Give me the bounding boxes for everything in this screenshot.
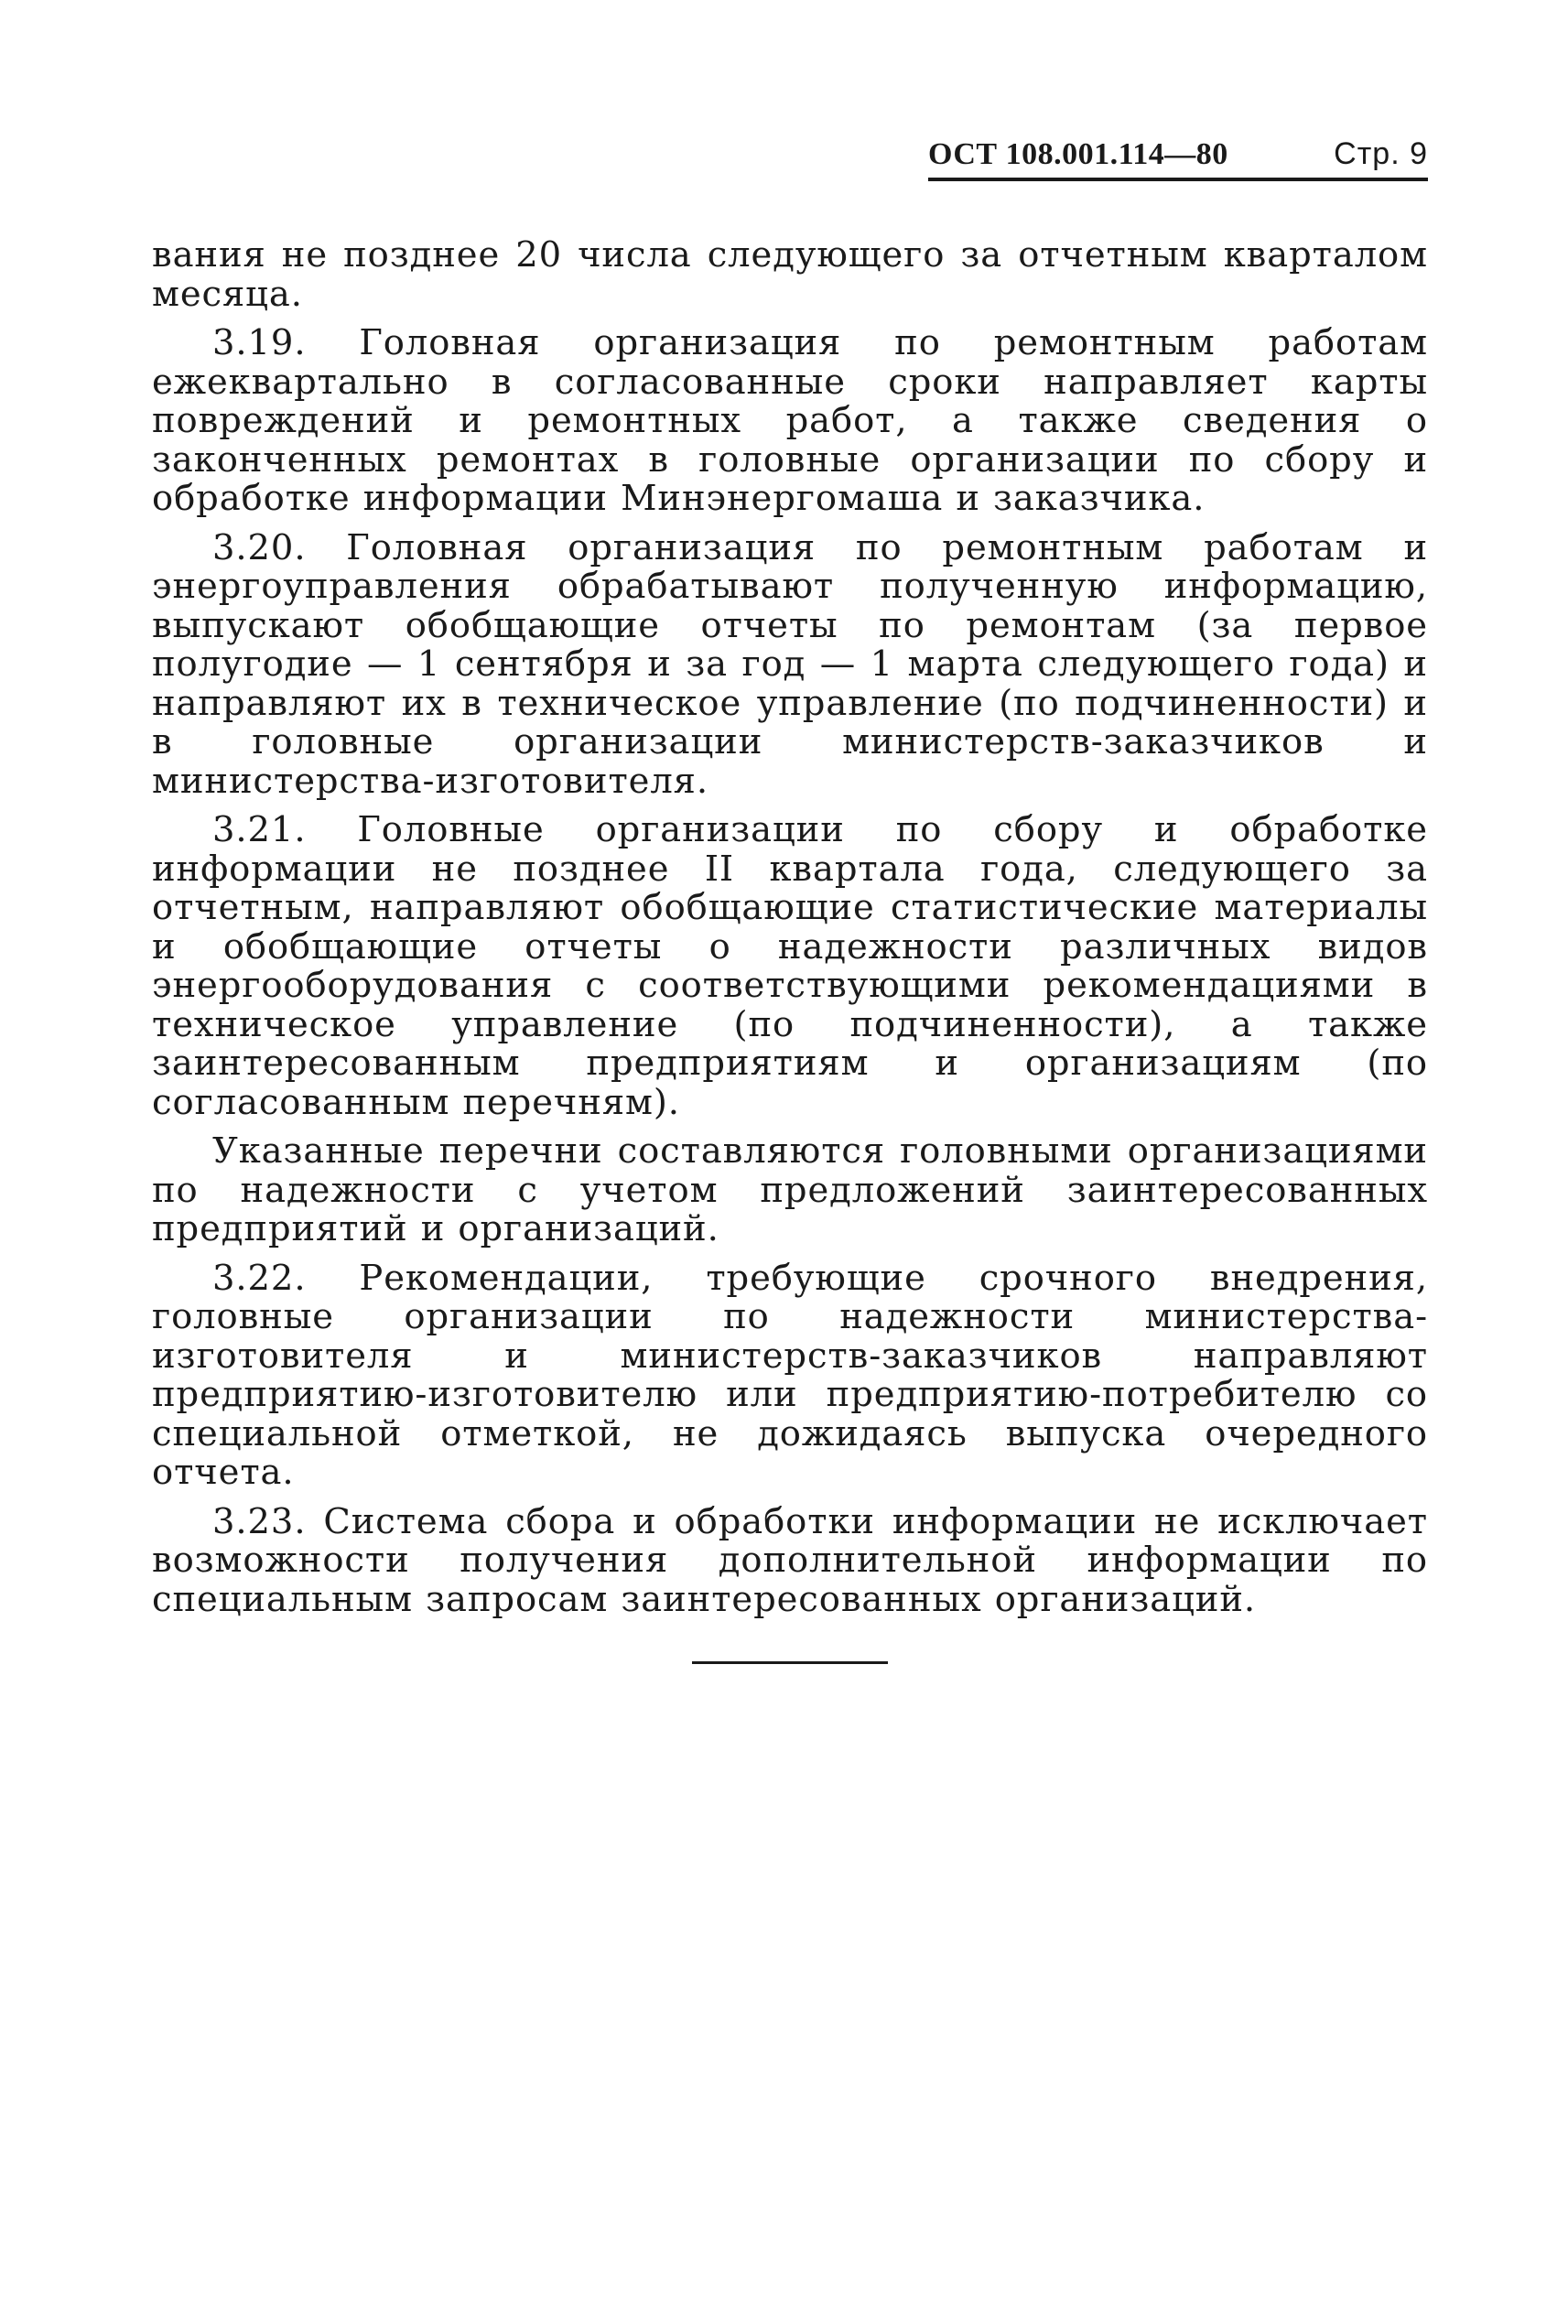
standard-code: ОСТ 108.001.114—80 bbox=[928, 137, 1228, 171]
paragraph-continuation: вания не позднее 20 числа следующего за отчетным кварталом месяца. bbox=[152, 234, 1428, 315]
paragraph-lists-note: Указанные перечни составляются головными организациями по надежности с учетом предложений заинтересованных предприятий и организаций. bbox=[152, 1130, 1428, 1249]
paragraph-3-23: 3.23. Система сбора и обработки информации не исключает возможности получения дополнительной информации по специальным запросам заинтересованных организаций. bbox=[152, 1500, 1428, 1620]
paragraph-3-19: 3.19. Головная организация по ремонтным работам ежеквартально в согласованные сроки направляет карты повреждений и ремонтных работ, а также сведения о законченных ремонтах в головные организации по сбору и обработке информации Минэнергомаша и заказчика. bbox=[152, 322, 1428, 519]
page-header bbox=[928, 135, 1428, 181]
document-body bbox=[152, 236, 1428, 1629]
paragraph-3-22: 3.22. Рекомендации, требующие срочного внедрения, головные организации по надежности министерства-изготовителя и министерств-заказчиков направляют предприятию-изготовителю или предприятию-потребителю со специальной отметкой, не дожидаясь выпуска очередного отчета. bbox=[152, 1257, 1428, 1493]
page-number: Стр. 9 bbox=[1334, 136, 1428, 171]
paragraph-3-20: 3.20. Головная организация по ремонтным работам и энергоуправления обрабатывают полученную информацию, выпускают обобщающие отчеты по ремонтам (за первое полугодие — 1 сентября и за год — 1 марта следующего года) и направляют их в техническое управление (по подчиненности) и в головные организации министерств-заказчиков и министерства-изготовителя. bbox=[152, 526, 1428, 802]
paragraph-3-21: 3.21. Головные организации по сбору и обработке информации не позднее II квартала года, следующего за отчетным, направляют обобщающие статистические материалы и обобщающие отчеты о надежности различных видов энергооборудования с соответствующими рекомендациями в техническое управление (по подчиненности), а также заинтересованным предприятиям и организациям (по согласованным перечням). bbox=[152, 809, 1428, 1123]
end-of-section-rule bbox=[692, 1661, 888, 1664]
